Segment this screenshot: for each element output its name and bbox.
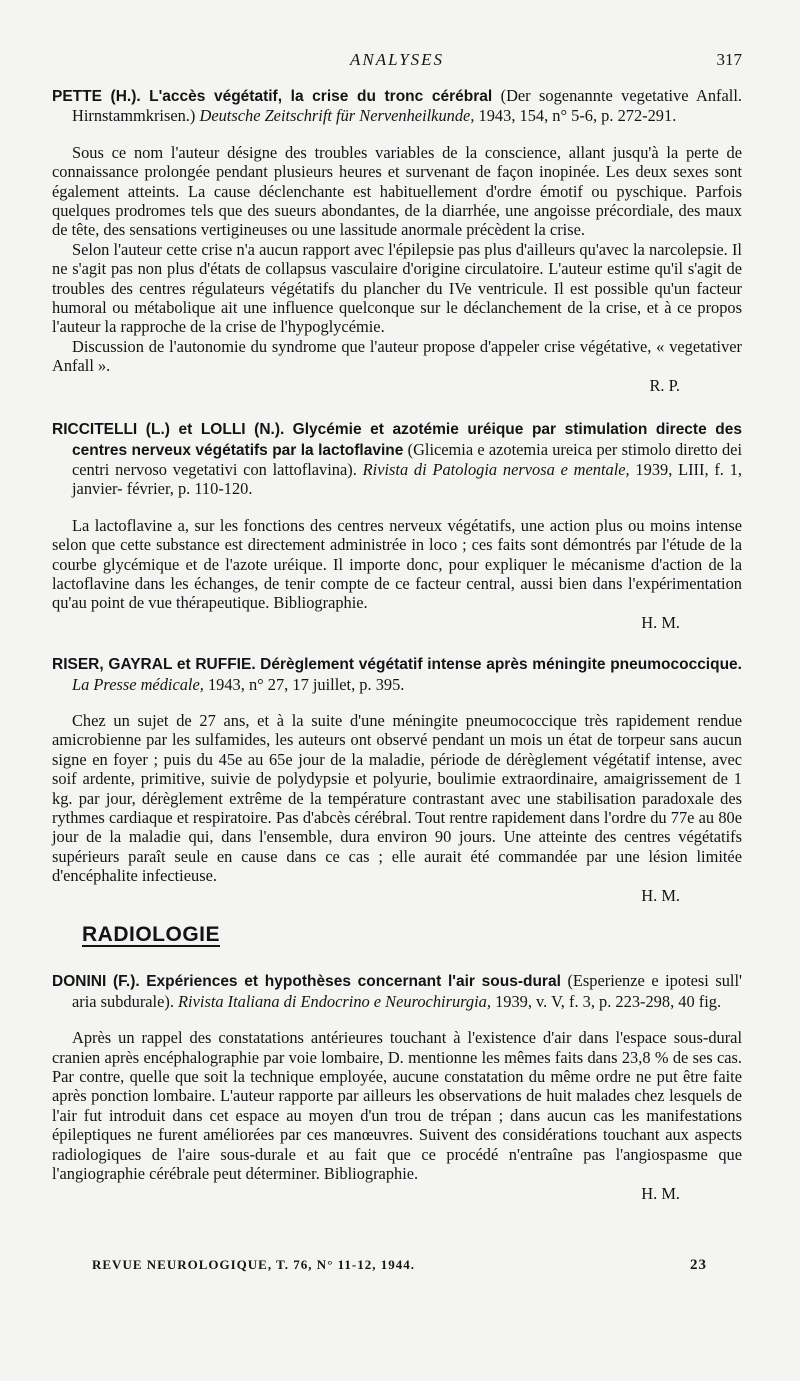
- spacer: [52, 395, 742, 419]
- abstract-entry: [52, 971, 742, 1202]
- spacer: [52, 632, 742, 654]
- entry-signature: H. M.: [641, 1183, 680, 1203]
- entry-journal: Rivista Italiana di Endocrino e Neurochirurgia,: [178, 991, 491, 1011]
- entry-paragraph: Selon l'auteur cette crise n'a aucun rapport avec l'épilepsie pas plus d'ailleurs qu'avec la narcolepsie. Il ne s'agit pas non plus d'états de collapsus vasculaire d'origine circulatoire. L'auteur estime qu'il s'agit de troubles des centres régulateurs végétatifs du plancher du IVe ventricule. Il est possible qu'un facteur humoral ou métabolique ait une influence quelconque sur le déclanchement de la crise, et à ce propos l'auteur la rapproche de la crise de l'hypoglycémie.: [52, 239, 742, 337]
- bibliographic-reference: [52, 419, 742, 499]
- bibliographic-reference: [52, 86, 742, 126]
- entry-signature: H. M.: [641, 885, 680, 905]
- abstract-entry: [52, 86, 742, 395]
- entry-paragraph: Après un rappel des constatations antérieures touchant à l'existence d'air dans l'espace sous-dural cranien après encéphalographie par voie lombaire, D. mentionne les mêmes faits dans 23,8 % de ses cas. Par contre, quelle que soit la technique employée, aucune constatation du même ordre ne put être faite après ponction lombaire. L'auteur rapporte par ailleurs les observations de huit malades chez lesquels de l'air fut introduit dans cet espace au moyen d'un trou de trépan ; dans aucun cas les manifestations épileptiques ne furent améliorées par ces manœuvres. Suivent des considérations touchant aux aspects radiologiques de l'aire sous-durale et au fait que ce procédé n'entraîne pas l'angiospasme que l'angiographie cérébrale peut déterminer. Bibliographie.: [52, 1028, 742, 1184]
- entry-title: Dérèglement végétatif intense après méningite pneumococcique.: [260, 656, 742, 674]
- entry-journal: Deutsche Zeitschrift für Nervenheilkunde,: [199, 106, 475, 126]
- entry-original-title: (Glicemia e azotemia ureica per stimolo diretto dei centri nervoso vegetativi con lattoflavina).: [72, 439, 742, 479]
- section-heading: RADIOLOGIE: [82, 923, 221, 947]
- bibliographic-reference: [52, 654, 742, 694]
- entry-title: Expériences et hypothèses concernant l'air sous-dural: [146, 973, 561, 991]
- entry-paragraph: Chez un sujet de 27 ans, et à la suite d'une méningite pneumococcique très rapidement rendue amicrobienne par les sulfamides, les auteurs ont observé pendant un mois un état de torpeur sans aucun signe en foyer ; puis du 45e au 65e jour de la maladie, période de dérèglement végétatif intense, avec soif ardente, primitive, suivie de polydypsie et polyurie, boulimie extraordinaire, amaigrissement de 1 kg. par jour, dérèglement extrême de la température contrastant avec une stabilisation paradoxale des rythmes cardiaque et respiratoire. Pas d'abcès cérébral. Tout rentre rapidement dans l'ordre du 77e au 80e jour de la maladie qui, dans l'ensemble, dura environ 90 jours. Une atteinte des centres végétatifs supérieurs paraît seule en cause dans ce cas ; elle aurait été commandée par une lésion limitée d'encéphalite infectieuse.: [52, 710, 742, 886]
- entry-journal: La Presse médicale,: [72, 674, 204, 694]
- entry-journal: Rivista di Patologia nervosa e mentale,: [362, 459, 630, 479]
- entry-authors: RISER, GAYRAL et RUFFIE.: [52, 656, 256, 674]
- entry-authors: PETTE (H.).: [52, 88, 141, 105]
- abstract-entry: [52, 654, 742, 905]
- entry-original-title: (Der sogenannte vegetative Anfall. Hirnstammkrisen.): [72, 86, 742, 126]
- entry-original-title: (Esperienze e ipotesi sull' aria subdurale).: [72, 971, 742, 1011]
- footer-sheet-number: 23: [690, 1257, 707, 1273]
- entry-signature: H. M.: [641, 612, 680, 632]
- page-number: 317: [716, 50, 742, 69]
- entry-title: Glycémie et azotémie uréique par stimulation directe des centres nerveux végétatifs par la lactoflavine: [72, 421, 742, 459]
- entry-paragraph: Sous ce nom l'auteur désigne des troubles variables de la conscience, allant jusqu'à la perte de connaissance prolongée pendant plusieurs heures et survenant de façon inopinée. Les deux sexes sont également atteints. La cause déclenchante est habituellement d'ordre émotif ou pyschique. Parfois quelques prodromes tels que des sueurs abondantes, de la diarrhée, une angoisse précordiale, des maux de tête, des sensations vertigineuses ou une lassitude anormale précèdent la crise.: [52, 142, 742, 240]
- entry-citation: 1943, 154, n° 5-6, p. 272-291.: [478, 106, 677, 126]
- footer-journal: REVUE NEUROLOGIQUE, T. 76, N° 11-12, 1944.: [92, 1257, 415, 1272]
- entry-title: L'accès végétatif, la crise du tronc cérébral: [149, 88, 493, 105]
- bibliographic-reference: [52, 971, 742, 1011]
- entry-citation: 1939, LIII, f. 1, janvier- février, p. 110-120.: [72, 459, 742, 499]
- entry-citation: 1939, v. V, f. 3, p. 223-298, 40 fig.: [495, 991, 722, 1011]
- running-head: [52, 50, 742, 74]
- entry-authors: RICCITELLI (L.) et LOLLI (N.).: [52, 421, 285, 439]
- abstract-entry: [52, 419, 742, 632]
- entry-paragraph: La lactoflavine a, sur les fonctions des centres nerveux végétatifs, une action plus ou moins intense selon que cette substance est directement administrée in loco ; ces faits sont démontrés par l'étude de la courbe glycémique et de l'azote uréique. Il importe donc, pour expliquer le mécanisme d'action de la lactoflavine dans les échanges, de tenir compte de ce facteur central, aussi bien dans l'expérimentation qu'au point de vue thérapeutique. Bibliographie.: [52, 515, 742, 613]
- entry-authors: DONINI (F.).: [52, 973, 140, 991]
- entry-paragraph: Discussion de l'autonomie du syndrome que l'auteur propose d'appeler crise végétative, « vegetativer Anfall ».: [52, 336, 742, 376]
- entry-citation: 1943, n° 27, 17 juillet, p. 395.: [207, 674, 405, 694]
- article-body: [52, 86, 742, 1203]
- page-footer: [92, 1257, 707, 1277]
- entry-signature: R. P.: [649, 375, 680, 395]
- running-title: ANALYSES: [349, 50, 445, 69]
